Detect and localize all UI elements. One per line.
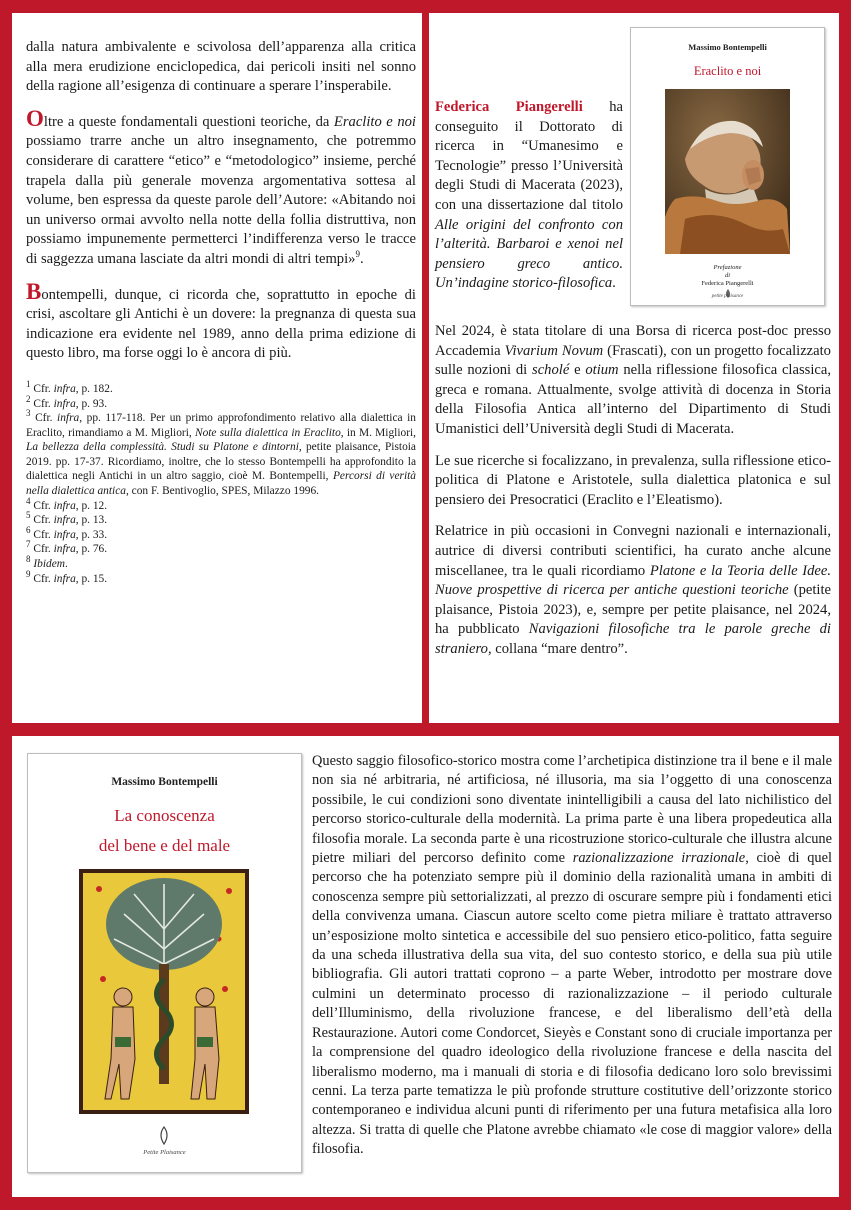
cover-publisher: petite plaisance (711, 294, 744, 299)
cover-title-line1: La conoscenza (114, 806, 215, 825)
paragraph-ricerche: Le sue ricerche si focalizzano, in prevalenza, sulla riflessione etico-politica di Platone e Aristotele, sulla dialettica platonica e sul pensiero dei Presocratici (Eraclito e l’Eleatismo). (435, 452, 831, 508)
adam-eve-tree-illustration (79, 869, 249, 1114)
footnote-4: $^4$ Cfr. infra, p. 12. (26, 495, 108, 512)
bio-name: Federica Piangerelli (435, 99, 583, 115)
book-description: Questo saggio filosofico-storico mostra come l’archetipica distinzione tra il bene e il male non sia né arbitraria, né artificiosa, né illusoria, ma sia l’oggetto di una conoscenza possibile, le cui condizioni sono diventate inintelligibili a causa del lato nichilistico del percorso storico-culturale della modernità. La prima parte è una libera propedeutica alla filosofia morale. La seconda parte è una ricostruzione storico-culturale che illustra alcune pietre miliari del percorso definito come razionalizzazione irrazionale, cioè di quel percorso che ha potenziato sempre più il dominio della razionalità umana in ambiti di conoscenza sempre più settorializzati, al prezzo di oscurare sempre più i fondamenti etici della convivenza umana. Ciascun autore scelto come pietra miliare è trattato attraverso un’esposizione molto sintetica e accessibile del suo pensiero etico-politico, fatta seguire da una scheda illustrativa della sua vita, del suo contesto storico, e della sua più utile bibliografia. Gli autori trattati coprono – a parte Weber, introdotto per mostrare dove culmini un determinato processo di razionalizzazione – il periodo culturale dell’Illuminismo, della rivoluzione francese, e del liberalismo dell’età della Restaurazione. Autori come Condorcet, Sieyès e Constant sono di cruciale importanza per la comprensione del quadro ideologico della rivoluzione francese e della nascita del liberalismo moderno, ma i manuali di storia e di filosofia dedicano loro solo brevissimi cenni. La terza parte tematizza le più profonde strutture costitutive dell’orizzonte storico contemporaneo e individua alcuni punti di riferimento per una futura metafisica alla loro altezza. Si tratta di quelle che Platone avrebbe chiamato «le cose di maggior valore» della filosofia. (312, 753, 832, 1158)
publisher-logo-icon (154, 1126, 174, 1146)
paragraph-borsa: Nel 2024, è stata titolare di una Borsa di ricerca post-doc presso Accademia Vivarium Novum (Frascati), con un progetto focalizzato sulle nozioni di scholé e otium nella riflessione filosofica classica, greca e romana. Attualmente, svolge attività di docenza in Storia della Filosofia Antica all’interno del Dipartimento di Studi Umanistici dell’Università degli Studi di Macerata. (435, 323, 831, 437)
cover-author: Massimo Bontempelli (688, 42, 767, 52)
footnote-7: $^7$ Cfr. infra, p. 76. (26, 539, 108, 556)
drop-cap: B (26, 278, 42, 304)
top-right-column (435, 322, 831, 672)
frame-left (0, 0, 12, 1210)
drop-cap: O (26, 105, 44, 131)
paragraph-relatrice: Relatrice in più occasioni in Convegni nazionali e internazionali, autrice di diversi contributi scientifici, ha curato anche alcune miscellanee, tra le quali ricordiamo Platone e la Teoria delle Idee. Nuove prospettive di ricerca per antiche questioni teoriche (petite plaisance, Pistoia 2023), e, sempre per petite plaisance, nel 2024, ha pubblicato Navigazioni filosofiche tra le parole greche di straniero, collana “mare dentro”. (435, 523, 832, 657)
footnote-9: $^9$ Cfr. infra, p. 15. (26, 568, 108, 585)
book-cover-conoscenza (27, 753, 302, 1173)
frame-right (839, 0, 851, 1210)
frame-middle-divider (0, 723, 851, 736)
cover-author: Massimo Bontempelli (111, 776, 218, 788)
footnotes (26, 379, 417, 586)
bottom-description (312, 752, 832, 1160)
bio-intro: Federica Piangerelli ha conseguito il Dottorato di ricerca in “Umanesimo e Tecnologie” presso l’Università degli Studi di Macerata (2023), con una dissertazione dal titolo Alle origini del confronto con l’alterità. Barbaroi e xenoi nel pensiero greco antico. Un’indagine storico-filosofica. (435, 99, 623, 292)
frame-center-divider (422, 0, 429, 730)
paragraph-eraclito-noi: Oltre a queste fondamentali questioni teoriche, da Eraclito e noi possiamo trarre anche un altro insegnamento, che potremmo considerare di carattere “etico” e “metodologico” insieme, perché trapela dalla più generale movenza argomentativa sottesa al volume, ben espressa da queste parole dell’Autore: «Abitando noi un universo ormai avvolto nella notte della follia distruttiva, non possiamo impunemente permetterci l’indifferenza verso le tracce di saggezza umana lasciate da altri mondi di altri tempi»$^9$. (26, 105, 416, 267)
cover-preface: Prefazione di Federica Piangerelli (701, 264, 754, 287)
paragraph-intro: dalla natura ambivalente e scivolosa dell’apparenza alla critica alla mera erudizione enciclopedica, dai pericoli insiti nel sonno della ragione all’esigenza di continuare a sperare l’insperabile. (26, 39, 416, 95)
cover-title-line2: del bene e del male (98, 836, 231, 855)
footnote-8: $^8$ Ibidem. (26, 554, 68, 571)
footnote-6: $^6$ Cfr. infra, p. 33. (26, 525, 108, 541)
book-cover-eraclito (630, 27, 825, 306)
paragraph-bontempelli: Bontempelli, dunque, ci ricorda che, soprattutto in epoche di crisi, ascoltare gli Antichi è un dovere: la pregnanza di questa sua indicazione era evidente nel 1989, anno della prima edizione di questo libro, ma forse oggi lo è ancora di più. (26, 278, 416, 362)
footnote-1: $^1$ Cfr. infra, p. 182. (26, 379, 113, 395)
footnote-3: $^3$ Cfr. infra, pp. 117-118. Per un primo approfondimento relativo alla dialettica in Eraclito, rimandiamo a M. Migliori, Note sulla dialettica in Eraclito, in M. Migliori, La bellezza della complessità. Studi su Platone e dintorni, petite plaisance, Pistoia 2019. pp. 17-37. Ricordiamo, inoltre, che lo stesso Bontempelli ha approfondito la dialettica negli Antichi in un altro saggio, cioè M. Bontempelli, Percorsi di verità nella dialettica antica, con F. Bentivoglio, SPES, Milazzo 1996. (26, 408, 417, 498)
footnote-2: $^2$ Cfr. infra, p. 93. (26, 393, 108, 410)
bio-block (435, 98, 623, 294)
frame-bottom (0, 1197, 851, 1210)
cover-publisher: Petite Plaisance (143, 1149, 186, 1156)
top-left-column (26, 38, 416, 586)
heraclitus-painting (665, 89, 790, 254)
footnote-ref: 9 (355, 249, 360, 260)
footnote-5: $^5$ Cfr. infra, p. 13. (26, 510, 108, 527)
cover-title: Eraclito e noi (693, 64, 762, 78)
